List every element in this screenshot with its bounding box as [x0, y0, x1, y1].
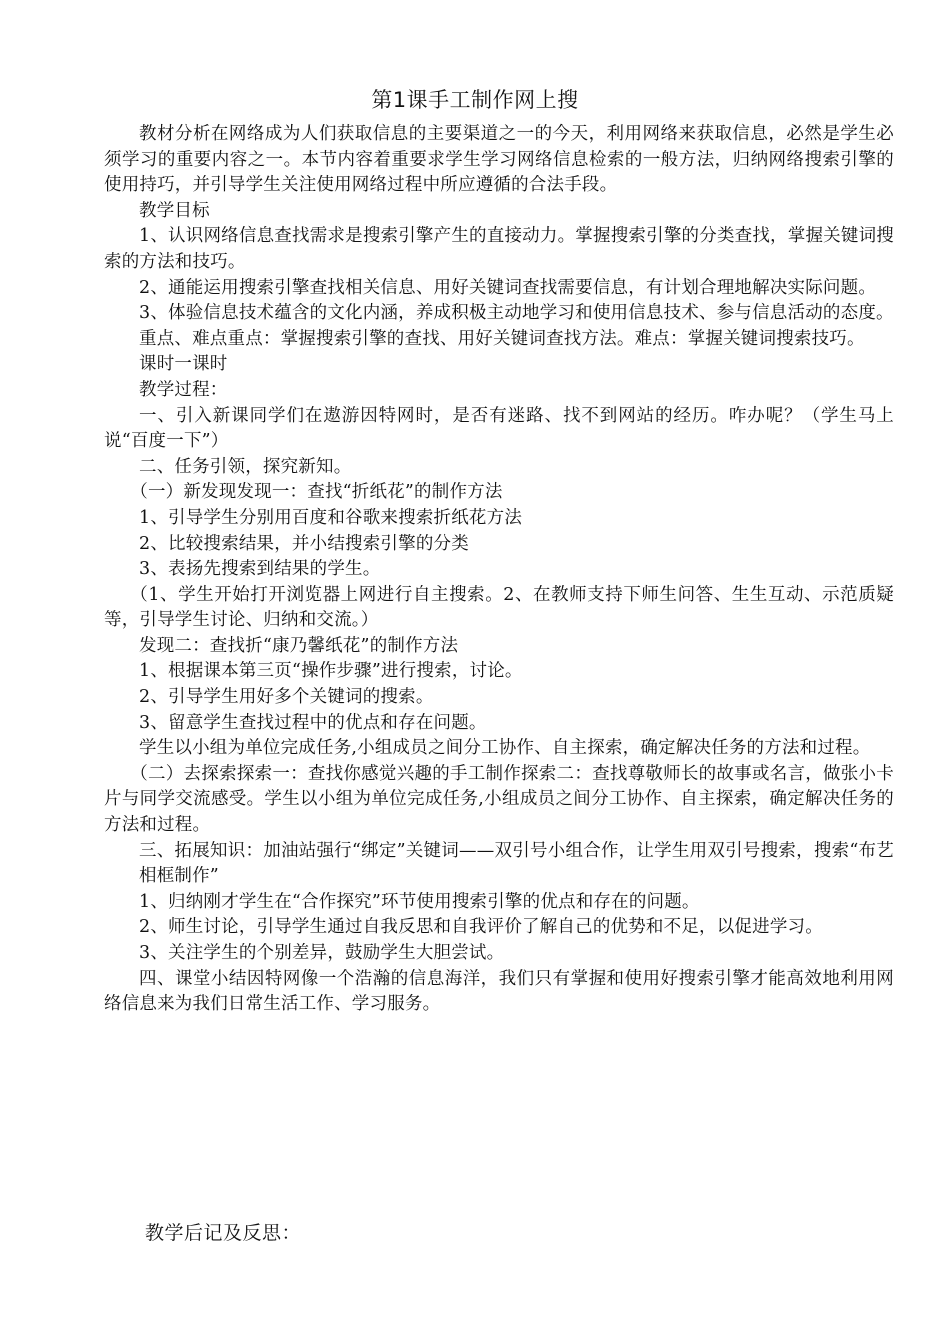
- discovery-two-item-1: 1、根据课本第三页“操作步骤”进行搜索，讨论。: [139, 661, 523, 682]
- discovery-two-group-work: 学生以小组为单位完成任务,小组成员之间分工协作、自主探索，确定解决任务的方法和过程。: [139, 738, 871, 759]
- extension-item-2: 2、师生讨论，引导学生通过自我反思和自我评价了解自己的优势和不足，以促进学习。: [139, 917, 823, 938]
- explore-section: （二）去探索探索一：查找你感觉兴趣的手工制作探索二：查找尊敬师长的故事或名言，做张小卡片与同学交流感受。学生以小组为单位完成任务,小组成员之间分工协作、自主探索，确定解决任务的方法和过程。: [104, 763, 894, 836]
- heading-teaching-process: 教学过程：: [139, 379, 228, 400]
- extension-item-1: 1、归纳刚才学生在“合作探究”环节使用搜索引擎的优点和存在的问题。: [139, 891, 700, 912]
- paragraph-key-points: 重点、难点重点：掌握搜索引擎的查找、用好关键词查找方法。难点：掌握关键词搜索技巧。: [139, 328, 865, 349]
- paragraph-class-hours: 课时一课时: [139, 354, 228, 375]
- step-task-guidance: 二、任务引领，探究新知。: [139, 456, 352, 477]
- reflection-heading: 教学后记及反思：: [145, 1222, 302, 1244]
- discovery-one-note: （1、学生开始打开浏览器上网进行自主搜索。2、在教师支持下师生问答、生生互动、示范质疑等，引导学生讨论、归纳和交流。）: [104, 584, 894, 631]
- goal-item-1: 1、认识网络信息查找需求是搜索引擎产生的直接动力。掌握搜索引擎的分类查找，掌握关键词搜索的方法和技巧。: [104, 226, 894, 272]
- page-title: 第1课手工制作网上搜: [371, 88, 579, 112]
- discovery-one-item-3: 3、表扬先搜索到结果的学生。: [139, 559, 381, 580]
- extension-knowledge: 三、拓展知识：加油站强行“绑定”关键词——双引号小组合作，让学生用双引号搜索，搜索“布艺相框制作”: [139, 840, 894, 887]
- discovery-two-item-2: 2、引导学生用好多个关键词的搜索。: [139, 687, 434, 708]
- discovery-one-heading: （一）新发现发现一：查找“折纸花”的制作方法: [130, 482, 503, 503]
- extension-item-3: 3、关注学生的个别差异，鼓励学生大胆尝试。: [139, 943, 505, 963]
- class-summary: 四、课堂小结因特网像一个浩瀚的信息海洋，我们只有掌握和使用好搜索引擎才能高效地利用网络信息来为我们日常生活工作、学习服务。: [104, 968, 894, 1015]
- discovery-two-item-3: 3、留意学生查找过程中的优点和存在问题。: [139, 712, 487, 733]
- discovery-two-heading: 发现二：查找折“康乃馨纸花”的制作方法: [139, 635, 459, 656]
- paragraph-material-analysis: 教材分析在网络成为人们获取信息的主要渠道之一的今天，利用网络来获取信息，必然是学生必须学习的重要内容之一。本节内容着重要求学生学习网络信息检索的一般方法，归纳网络搜索引擎的使用持巧，并引导学生关注使用网络过程中所应遵循的合法手段。: [104, 124, 894, 196]
- goal-item-2: 2、通能运用搜索引擎查找相关信息、用好关键词查找需要信息，有计划合理地解决实际问题。: [139, 277, 877, 298]
- discovery-one-item-2: 2、比较搜索结果，并小结搜索引擎的分类: [139, 533, 469, 554]
- goal-item-3: 3、体验信息技术蕴含的文化内涵，养成积极主动地学习和使用信息技术、参与信息活动的态度。: [139, 303, 894, 324]
- document-body: [104, 122, 894, 1018]
- step-introduction: 一、引入新课同学们在遨游因特网时，是否有迷路、找不到网站的经历。咋办呢？（学生马上说“百度一下”）: [104, 405, 894, 452]
- discovery-one-item-1: 1、引导学生分别用百度和谷歌来搜索折纸花方法: [139, 507, 523, 528]
- heading-teaching-goals: 教学目标: [139, 200, 210, 221]
